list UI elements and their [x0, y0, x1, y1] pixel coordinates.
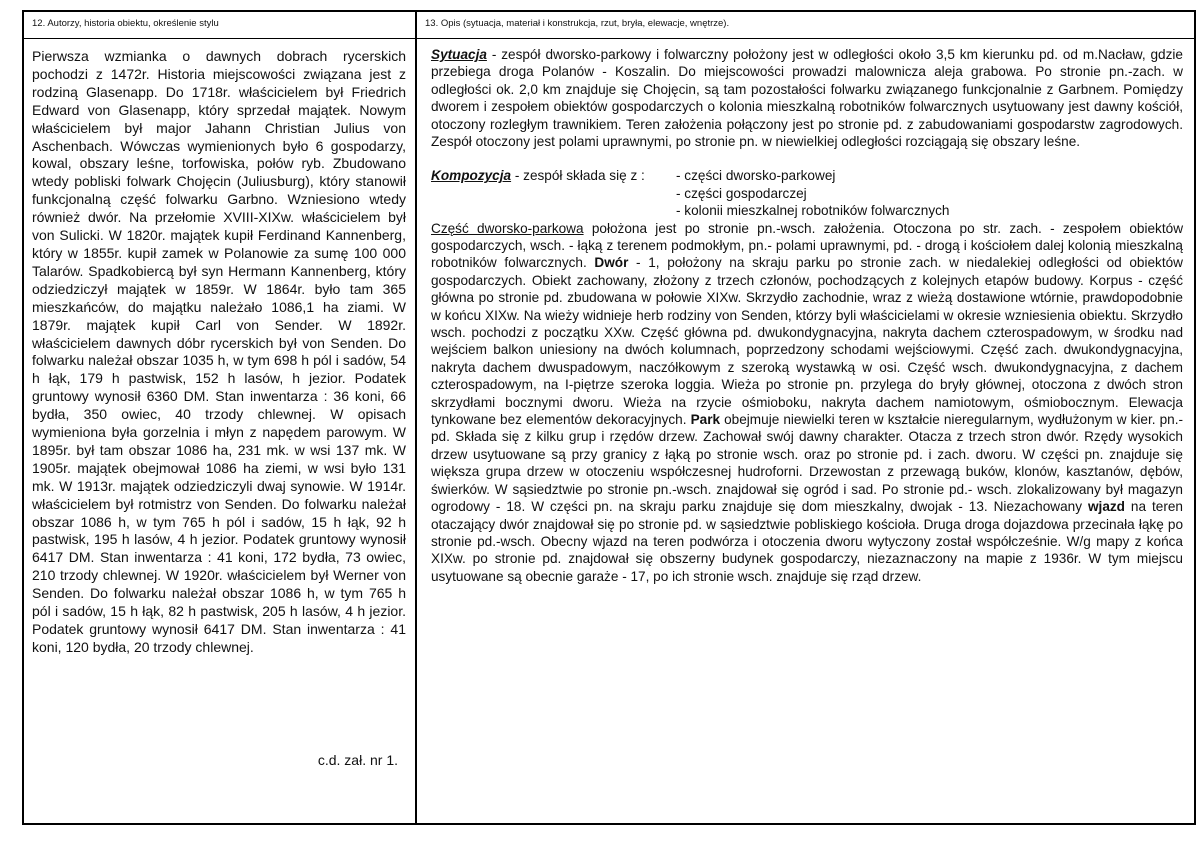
kompozycja-label: Kompozycja: [431, 168, 512, 184]
left-column-header: 12. Autorzy, historia obiektu, określenie stylu: [32, 18, 219, 29]
dwor-label: Dwór: [594, 255, 629, 271]
park-label: Park: [690, 412, 721, 428]
description-text: [431, 46, 1183, 585]
list-item: - części dworsko-parkowej: [676, 168, 836, 184]
list-item: - kolonii mieszkalnej robotników folwarcznych: [676, 203, 950, 219]
czesc-label: Część dworsko-parkowa: [431, 220, 584, 236]
sytuacja-label: Sytuacja: [431, 47, 487, 62]
czesc-text-1: położona jest po stronie pn.-wsch. założenia. Otoczona po str. zach. - zespołem obiektów gospodarczych, wsch. - łąką z terenem podmokłym, pn.- polami uprawnymi, pd. - drogą i kościołem dalej kolonią mieszkalną robotników folwarcznych.: [431, 220, 1184, 271]
kompozycja-text: - zespół składa się z :: [511, 168, 645, 184]
continuation-note: c.d. zał. nr 1.: [317, 752, 398, 768]
czesc-dworsko-parkowa-paragraph: [431, 220, 1183, 586]
czesc-text-3: obejmuje niewielki teren w kształcie nieregularnym, wydłużonym w kier. pn.-pd. Składa się z kilku grup i rzędów drzew. Zachował swój dawny charakter. Otacza z trzech stron dwór. Rzędy wysokich drzew usytuowane są przy granicy z łąką po stronie wsch. oraz po stronie pd. i zach. dworu. W części pn. znajduje się większa grupa drzew w otoczeniu współczesnej hudroforni. Drzewostan z przewagą buków, klonów, kasztanów, dębów, świerków. W sąsiedztwie po stronie pn.-wsch. znajdował się ogród i sad. Po stronie pd.- wsch. zlokalizowany był magazyn ogrodowy - 18. W części pn. na skraju parku znajduje się dom mieszkalny, dwojak - 13. Niezachowany: [431, 412, 1183, 515]
list-item: - części gospodarczej: [676, 185, 807, 201]
header-rule: [22, 38, 1196, 39]
sytuacja-text: - zespół dworsko-parkowy i folwarczny położony jest w odległości około 3,5 km kierunku pd. od m.Nacław, gdzie przebiega droga Polanów - Koszalin. Do miejscowości prowadzi malownicza aleja grabowa. Po stronie pn.-zach. w odległości ok. 2,0 km znajduje się Chojęcin, są tam pozostałości folwarku związanego funkcjonalnie z Garbnem. Pomiędzy dworem i zespołem obiektów gospodarczych o kolonia mieszkalną robotników folwarcznych usytuowany jest dawny kościół, otoczony rozległym trawnikiem. Teren założenia połączony jest po stronie pd. z zabudowaniami gospodarstw zagrodowych. Zespół otoczony jest polami uprawnymi, po stronie pn. w niewielkiej odległości rozciągają się obszary leśne.: [431, 47, 1183, 150]
history-paragraph: Pierwsza wzmianka o dawnych dobrach rycerskich pochodzi z 1472r. Historia miejscowości związana jest z rodziną Glasenapp. Do 1718r. właścicielem był Friedrich Edward von Glasenapp, który sprzedał majątek. Nowym właścicielem był major Jahann Christian Julius von Aschenbach. Wówczas wymienionych było 6 gospodarzy, kowal, obszary leśne, torfowiska, połów ryb. Zbudowano wtedy pobliski folwark Chojęcin (Juliusburg), który stanowił funkcjonalną część folwarku Garbno. Wzniesiono wtedy również dwór. Na przełomie XVIII-XIXw. właścicielem był von Sulicki. W 1820r. majątek kupił Ferdinand Kannenberg, który w 1855r. kupił zamek w Polanowie za sumę 100 000 Talarów. Spadkobiercą był syn Hermann Kannenberg, który odziedziczył majątek w 1859r. W 1864r. było tam 365 mieszkańców, do majątku należało 1086,1 ha ziami. W 1879r. majątek kupił Carl von Sender. W 1892r. właścicielem dawnych dóbr rycerskich był von Senden. Do folwarku należał obszar 1035 h, w tym 698 h pól i sadów, 54 h łąk, 179 h pastwisk, 152 h lasów, h jezior. Podatek gruntowy wynosił 6360 DM. Stan inwentarza : 36 koni, 66 bydła, 350 owiec, 40 trzody chlewnej. W opisach wymieniona była gorzelnia i młyn z napędem parowym. W 1895r. był tam obszar 1086 ha, 231 mk. w wsi 137 mk. W 1905r. majątek obejmował 1086 ha ziemi, w wsi było 131 mk. W 1913r. majątek odziedziczyli dwaj synowie. W 1914r. właścicielem był rotmistrz von Senden. Do folwarku należał obszar 1086 h, w tym 765 h pól i sadów, 15 h łąk, 92 h pastwisk, 195 h lasów, 4 h jezior. Podatek gruntowy wynosił 6417 DM. Stan inwentarza : 41 koni, 172 bydła, 73 owiec, 210 trzody chlewnej. W 1920r. właścicielem był Werner von Senden. Do folwarku należał obszar 1086 h, w tym 765 h pól i sadów, 15 h łąk, 82 h pastwisk, 205 h lasów, 4 h jezior. Podatek gruntowy wynosił 6417 DM. Stan inwentarza : 41 koni, 120 bydła, 20 trzody chlewnej.: [32, 48, 406, 655]
right-column-header: 13. Opis (sytuacja, materiał i konstrukcja, rzut, bryła, elewacje, wnętrze).: [425, 18, 730, 29]
czesc-text-4: na teren otaczający dwór znajdował się po stronie pd. w sąsiedztwie pobliskiego kościoła. Druga droga dojazdowa przecinała łąkę po stronie pd.-wsch. Obecny wjazd na teren podwórza i otoczenia dworu wytyczony został współcześnie. W/g mapy z końca XIXw. po stronie pd. znajdował się obszerny budynek gospodarczy, niezaznaczony na mapie z 1936r. W tym miejscu usytuowane są obecnie garaże - 17, po ich stronie wsch. znajduje się rząd drzew.: [431, 499, 1183, 584]
kompozycja-list: [676, 167, 1183, 219]
kompozycja-block: [431, 167, 1183, 219]
czesc-text-2: - 1, położony na skraju parku po stronie zach. w niedalekiej odległości od obiektów gospodarczych. Obiekt zachowany, złożony z trzech członów, pochodzących z kolejnych etapów budowy. Korpus - część główna po stronie pd. zbudowana w połowie XIXw. Skrzydło zachodnie, wraz z wieżą dostawione wtórnie, prawdopodobnie w końcu XIXw. Na wieży widnieje herb rodziny von Senden, którzy byli właścicielami w okresie wzniesienia obiektu. Skrzydło wsch. pochodzi z początku XXw. Część główna pd. dwukondygnacyjna, nakryta dachem czterospadowym, w środku nad wejściem balkon uniesiony na dwóch kolumnach, poprzedzony schodami wejściowymi. Część zach. dwukondygnacyjna, nakryta dachem dwuspadowym, naczółkowym z szeroką wystawką w osi. Część wsch. dwukondygnacyjna, z dachem czterospadowym, na I-piętrze szeroka loggia. Wieża po stronie pn. przylega do bryły głównej, otoczona z dwóch stron skrzydłami bocznymi dworu. Wieża na rzycie ośmioboku, nakryta dachem namiotowym, ośmiobocznym. Elewacja tynkowane bez elementów dekoracyjnych.: [431, 255, 1183, 428]
sytuacja-paragraph: [431, 46, 1183, 150]
wjazd-label: wjazd: [1087, 499, 1125, 515]
history-text: [32, 48, 406, 657]
column-divider: [415, 10, 417, 825]
